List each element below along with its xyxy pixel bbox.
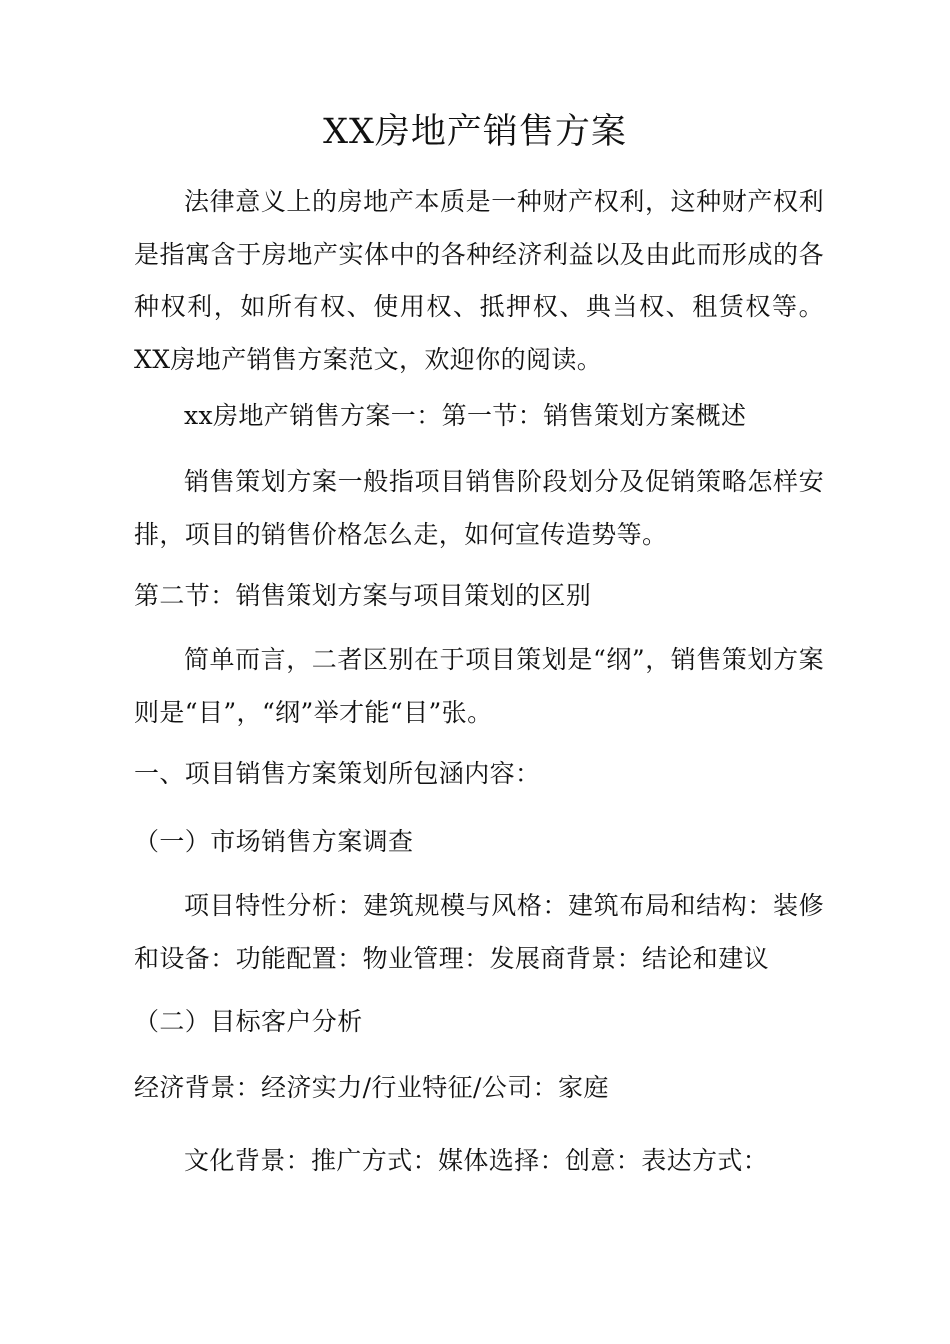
paragraph-cultural-background: 文化背景：推广方式：媒体选择：创意：表达方式： [184, 1146, 769, 1175]
paragraph-economic-background: 经济背景：经济实力/行业特征/公司：家庭 [134, 1073, 609, 1102]
paragraph-target-customer-heading: （二）目标客户分析 [134, 1007, 363, 1036]
paragraph-section-one-heading: xx房地产销售方案一：第一节：销售策划方案概述 [184, 401, 747, 430]
paragraph-difference: 简单而言，二者区别在于项目策划是“纲”，销售策划方案则是“目”，“纲”举才能“目”张。 [134, 645, 824, 727]
paragraph-project-analysis: 项目特性分析：建筑规模与风格：建筑布局和结构：装修和设备：功能配置：物业管理：发展商背景：结论和建议 [134, 891, 824, 973]
paragraph-market-survey-heading: （一）市场销售方案调查 [134, 827, 414, 856]
paragraph-section-two-heading: 第二节：销售策划方案与项目策划的区别 [134, 581, 592, 610]
paragraph-contents-heading: 一、项目销售方案策划所包涵内容： [134, 759, 541, 788]
document-title: XX房地产销售方案 [323, 112, 627, 152]
paragraph-intro: 法律意义上的房地产本质是一种财产权利，这种财产权利是指寓含于房地产实体中的各种经济利益以及由此而形成的各种权利，如所有权、使用权、抵押权、典当权、租赁权等。XX房地产销售方案范文，欢迎你的阅读。 [134, 187, 824, 374]
paragraph-sales-plan-overview: 销售策划方案一般指项目销售阶段划分及促销策略怎样安排，项目的销售价格怎么走，如何宣传造势等。 [134, 467, 824, 549]
